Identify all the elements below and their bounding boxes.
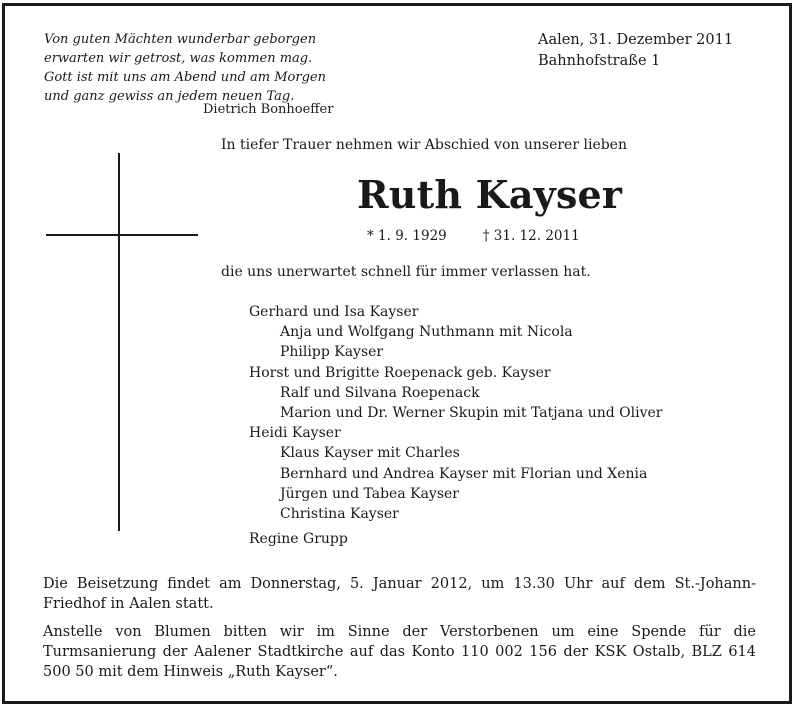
motto-line: und ganz gewiss an jedem neuen Tag. [44,89,295,104]
motto-line: Von guten Mächten wunderbar geborgen [44,32,317,47]
motto-line: Gott ist mit uns am Abend und am Morgen [44,70,326,85]
cross-icon-vertical [118,153,120,531]
city-date: Aalen, 31. Dezember 2011 [538,32,734,48]
mourner-line: Bernhard und Andrea Kayser mit Florian und Xenia [280,465,648,482]
motto-line: erwarten wir getrost, was kommen mag. [44,51,313,66]
mourner-line: Klaus Kayser mit Charles [280,445,460,462]
mourners-list [249,302,662,549]
mourner-line: Philipp Kayser [280,344,384,361]
subline-text: die uns unerwartet schnell für immer verlassen hat. [221,264,591,280]
mourner-line: Horst und Brigitte Roepenack geb. Kayser [249,364,551,381]
mourner-line: Gerhard und Isa Kayser [249,304,419,320]
motto-verse [44,30,326,106]
mourner-line: Marion und Dr. Werner Skupin mit Tatjana und Oliver [280,405,663,422]
birth-date: * 1. 9. 1929 [367,228,447,244]
death-date: † 31. 12. 2011 [482,228,580,244]
mourner-line: Regine Grupp [249,531,348,548]
mourner-line: Heidi Kayser [249,425,341,442]
mourner-line: Christina Kayser [280,506,399,523]
funeral-notice: Die Beisetzung findet am Donnerstag, 5. Januar 2012, um 13.30 Uhr auf dem St.-Johann-Friedhof in Aalen statt. [43,576,756,612]
street-address: Bahnhofstraße 1 [538,53,661,69]
cross-icon-horizontal [46,234,198,236]
mourner-line: Jürgen und Tabea Kayser [280,485,459,502]
intro-text: In tiefer Trauer nehmen wir Abschied von unserer lieben [221,137,627,153]
place-and-date [538,30,733,72]
motto-author: Dietrich Bonhoeffer [203,102,334,117]
donation-notice: Anstelle von Blumen bitten wir im Sinne der Verstorbenen um eine Spende für die Turmsanierung der Aalener Stadtkirche auf das Konto 110 002 156 der KSK Ostalb, BLZ 614 500 50 mit dem Hinweis „Ruth Kayser“. [43,624,756,680]
mourner-line: Anja und Wolfgang Nuthmann mit Nicola [280,324,573,341]
life-dates [367,228,580,244]
deceased-name: Ruth Kayser [357,172,623,217]
mourner-line: Ralf und Silvana Roepenack [280,384,480,401]
